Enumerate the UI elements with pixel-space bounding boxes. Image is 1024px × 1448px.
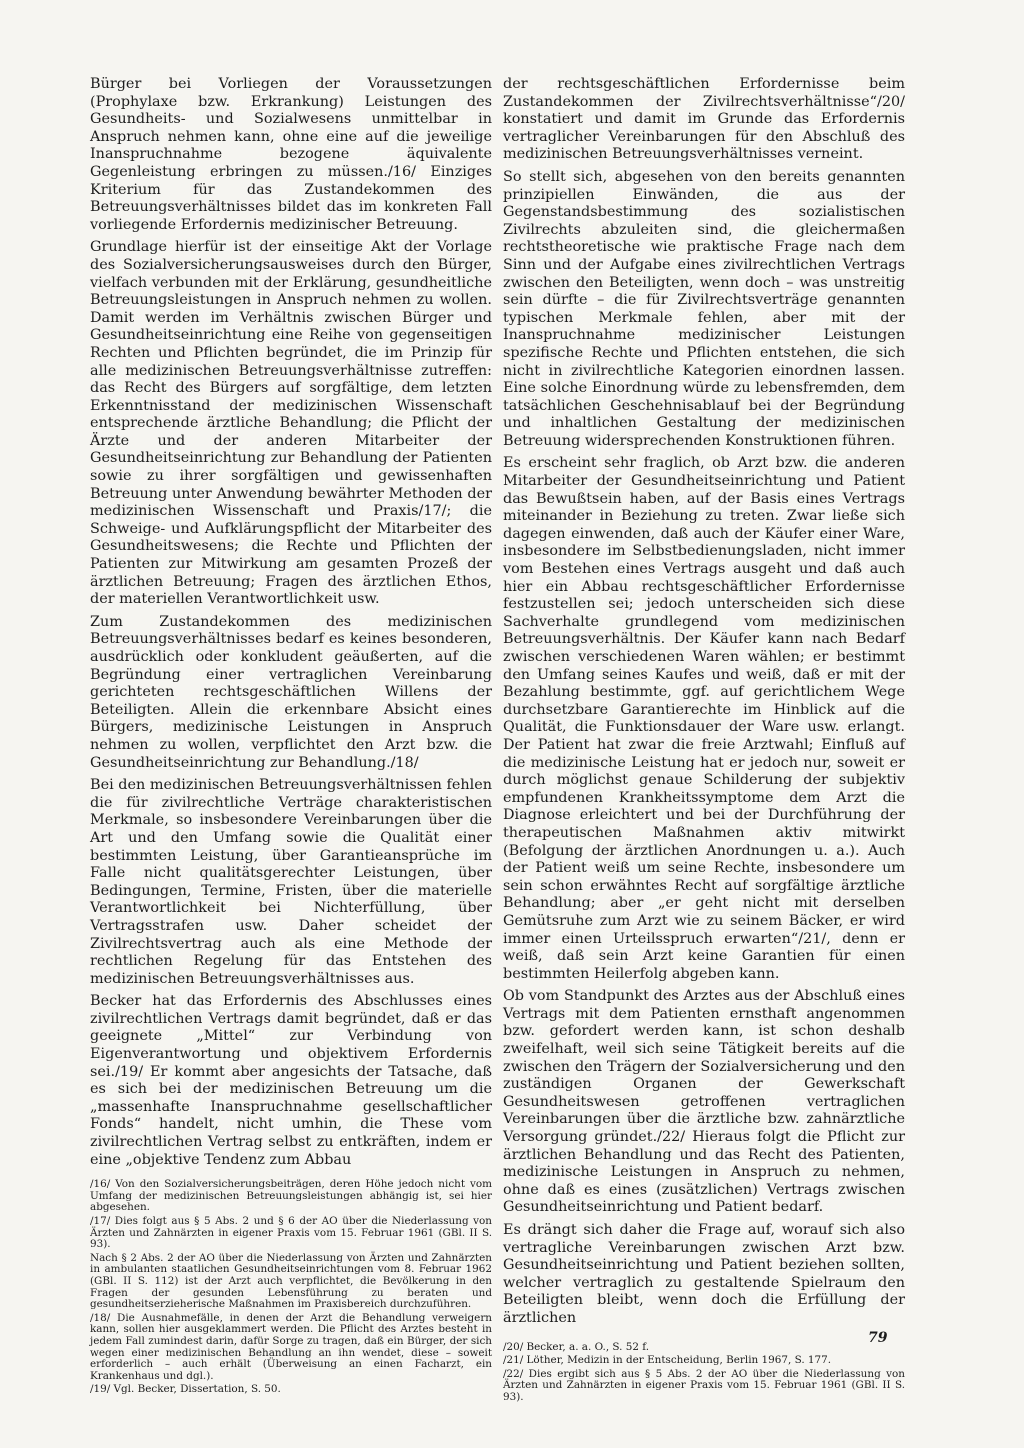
footnote: /22/ Dies ergibt sich aus § 5 Abs. 2 der AO über die Niederlassung von Ärzten und Zahnärzten in eigener Praxis vom 15. Februar 1961 (GBl. II S. 93).: [503, 1367, 905, 1403]
body-paragraph: Es erscheint sehr fraglich, ob Arzt bzw. die anderen Mitarbeiter der Gesundheitseinrichtung und Patient das Bewußtsein haben, auf der Basis eines Vertrags miteinander in Beziehung zu treten. Zwar ließe sich dagegen einwenden, daß auch der Käufer einer Ware, insbesondere im Selbstbedienungsladen, nicht immer vom Bestehen eines Vertrags ausgeht und daß auch hier ein Abbau rechtsgeschäftlicher Erfordernisse festzustellen sei; jedoch unterscheiden sich diese Sachverhalte grundlegend vom medizinischen Betreuungsverhältnis. Der Käufer kann nach Bedarf zwischen verschiedenen Waren wählen; er bestimmt den Umfang seines Kaufes und weiß, daß er mit der Bezahlung bestimmte, ggf. auf gerichtlichem Wege durchsetzbare Garantierechte im Hinblick auf die Qualität, die Funktionsdauer der Ware usw. erlangt. Der Patient hat zwar die freie Arztwahl; Einfluß auf die medizinische Leistung hat er jedoch nur, soweit er durch möglichst genaue Schilderung der subjektiv empfundenen Krankheitssymptome dem Arzt die Diagnose erleichtert und bei der Durchführung der therapeutischen Maßnahmen aktiv mitwirkt (Befolgung der ärztlichen Anordnungen u. a.). Auch der Patient weiß um seine Rechte, insbesondere um sein schon erwähntes Recht auf sorgfältige ärztliche Behandlung; aber „er geht nicht mit derselben Gemütsruhe zum Arzt wie zu seinem Bäcker, er wird immer einen Urteilsspruch erwarten“/21/, denn er weiß, daß sein Arzt keine Garantien für einen bestimmten Heilerfolg abgeben kann.: [503, 455, 905, 982]
body-paragraph: Es drängt sich daher die Frage auf, worauf sich also vertragliche Vereinbarungen zwischen Arzt bzw. Gesundheitseinrichtung und Patient beziehen sollten, welcher vertraglich zu gestaltende Spielraum den Beteiligten bleibt, wenn doch die Erfüllung der ärztlichen: [503, 1222, 905, 1326]
footnote: /17/ Dies folgt aus § 5 Abs. 2 und § 6 der AO über die Niederlassung von Ärzten und Zahnärzten in eigener Praxis vom 15. Februar 1961 (GBl. II S. 93).: [90, 1215, 492, 1251]
footnote: /16/ Von den Sozialversicherungsbeiträgen, deren Höhe jedoch nicht vom Umfang der medizinischen Betreuungsleistungen abhängig ist, sei hier abgesehen.: [90, 1178, 492, 1214]
body-paragraph: Bürger bei Vorliegen der Voraussetzungen (Prophylaxe bzw. Erkrankung) Leistungen des Gesundheits- und Sozialwesens unmittelbar in Anspruch nehmen kann, ohne eine auf die jeweilige Inanspruchnahme bezogene äquivalente Gegenleistung erbringen zu müssen./16/ Einziges Kriterium für das Zustandekommen des Betreuungsverhältnisses bildet das im konkreten Fall vorliegende Erfordernis medizinischer Betreuung.: [90, 76, 492, 233]
footnote: /18/ Die Ausnahmefälle, in denen der Arzt die Behandlung verweigern kann, sollen hier ausgeklammert werden. Die Pflicht des Arztes besteht in jedem Fall zumindest darin, dafür Sorge zu tragen, daß ein Bürger, der sich wegen einer medizinischen Behandlung an ihn wendet, diese – soweit erforderlich – auch erhält (Überweisung an einen Facharzt, ein Krankenhaus und dgl.).: [90, 1311, 492, 1382]
footnote: /19/ Vgl. Becker, Dissertation, S. 50.: [90, 1383, 281, 1396]
body-paragraph: Zum Zustandekommen des medizinischen Betreuungsverhältnisses bedarf es keines besonderen, ausdrücklich oder konkludent geäußerten, auf die Begründung einer vertraglichen Vereinbarung gerichteten rechtsgeschäftlichen Willens der Beteiligten. Allein die erkennbare Absicht eines Bürgers, medizinische Leistungen in Anspruch nehmen zu wollen, verpflichtet den Arzt bzw. die Gesundheitseinrichtung zur Behandlung./18/: [90, 613, 492, 771]
footnote: /20/ Becker, a. a. O., S. 52 f.: [503, 1340, 650, 1353]
left-column: [90, 76, 492, 1398]
body-paragraph: Grundlage hierfür ist der einseitige Akt der Vorlage des Sozialversicherungsausweises durch den Bürger, vielfach verbunden mit der Erklärung, gesundheitliche Betreuungsleistungen in Anspruch nehmen zu wollen. Damit werden im Verhältnis zwischen Bürger und Gesundheitseinrichtung eine Reihe von gegenseitigen Rechten und Pflichten begründet, die im Prinzip für alle medizinischen Betreuungsverhältnisse zutreffen: das Recht des Bürgers auf sorgfältige, dem letzten Erkenntnisstand der medizinischen Wissenschaft entsprechende ärztliche Behandlung; die Pflicht der Ärzte und der anderen Mitarbeiter der Gesundheitseinrichtung zur Behandlung der Patienten sowie zu ihrer sorgfältigen und gewissenhaften Betreuung unter Anwendung bewährter Methoden der medizinischen Wissenschaft und Praxis/17/; die Schweige- und Aufklärungspflicht der Mitarbeiter des Gesundheitswesens; die Rechte und Pflichten der Patienten zur Mitwirkung am gesamten Prozeß der ärztlichen Betreuung; Fragen des ärztlichen Ethos, der materiellen Verantwortlichkeit usw.: [90, 239, 492, 608]
body-paragraph: Ob vom Standpunkt des Arztes aus der Abschluß eines Vertrags mit dem Patienten ernsthaft angenommen bzw. gefordert werden kann, ist schon deshalb zweifelhaft, weil sich seine Tätigkeit bereits auf die zwischen den Trägern der Sozialversicherung und den zuständigen Organen der Gewerkschaft Gesundheitswesen getroffenen vertraglichen Vereinbarungen über die ärztliche bzw. zahnärztliche Versorgung gründet./22/ Hieraus folgt die Pflicht zur ärztlichen Behandlung und das Recht des Patienten, medizinische Leistungen in Anspruch zu nehmen, ohne daß es eines (zusätzlichen) Vertrags zwischen Gesundheitseinrichtung und Patient bedarf.: [503, 988, 905, 1216]
footnotes-right: [503, 1342, 905, 1404]
footnotes-left: [90, 1179, 492, 1396]
right-column: [503, 76, 905, 1406]
body-paragraph: So stellt sich, abgesehen von den bereits genannten prinzipiellen Einwänden, die aus der Gegenstandsbestimmung des sozialistischen Zivilrechts abzuleiten sind, die gleichermaßen rechtstheoretische wie praktische Frage nach dem Sinn und der Aufgabe eines zivilrechtlichen Vertrags zwischen den Beteiligten, wenn doch – was unstreitig sein dürfte – die für Zivilrechtsverträge genannten typischen Merkmale fehlen, aber mit der Inanspruchnahme medizinischer Leistungen spezifische Rechte und Pflichten entstehen, die sich nicht in zivilrechtliche Kategorien einordnen lassen. Eine solche Einordnung würde zu lebensfremden, dem tatsächlichen Geschehnisablauf bei der Begründung und inhaltlichen Gestaltung der medizinischen Betreuung widersprechenden Konstruktionen führen.: [503, 168, 905, 449]
body-paragraph: Becker hat das Erfordernis des Abschlusses eines zivilrechtlichen Vertrags damit begründet, daß er das geeignete „Mittel“ zur Verbindung von Eigenverantwortung und objektivem Erfordernis sei./19/ Er kommt aber angesichts der Tatsache, daß es sich bei der medizinischen Betreuung um die „massenhafte Inanspruchnahme gesellschaftlicher Fonds“ handelt, nicht umhin, die These vom zivilrechtlichen Vertrag selbst zu entkräften, indem er eine „objektive Tendenz zum Abbau: [90, 993, 492, 1168]
footnote: /21/ Löther, Medizin in der Entscheidung, Berlin 1967, S. 177.: [503, 1354, 832, 1367]
footnote: Nach § 2 Abs. 2 der AO über die Niederlassung von Ärzten und Zahnärzten in ambulanten staatlichen Gesundheitseinrichtungen vom 8. Februar 1962 (GBl. II S. 112) ist der Arzt auch verpflichtet, die Bevölkerung in den Fragen der gesunden Lebensführung zu beraten und gesundheitserzieherische Maßnahmen im Praxisbereich durchzuführen.: [90, 1251, 492, 1311]
page-number: 79: [868, 1330, 888, 1346]
body-paragraph: Bei den medizinischen Betreuungsverhältnissen fehlen die für zivilrechtliche Verträge charakteristischen Merkmale, so insbesondere Vereinbarungen über die Art und den Umfang sowie die Qualität einer bestimmten Leistung, über Garantieansprüche im Falle nicht qualitätsgerechter Leistungen, über Bedingungen, Termine, Fristen, über die materielle Verantwortlichkeit bei Nichterfüllung, über Vertragsstrafen usw. Daher scheidet der Zivilrechtsvertrag auch als eine Methode der rechtlichen Regelung für das Entstehen des medizinischen Betreuungsverhältnisses aus.: [90, 777, 492, 987]
body-paragraph: der rechtsgeschäftlichen Erfordernisse beim Zustandekommen der Zivilrechtsverhältnisse“/20/ konstatiert und damit im Grunde das Erfordernis vertraglicher Vereinbarungen für den Abschluß des medizinischen Betreuungsverhältnisses verneint.: [503, 76, 905, 163]
